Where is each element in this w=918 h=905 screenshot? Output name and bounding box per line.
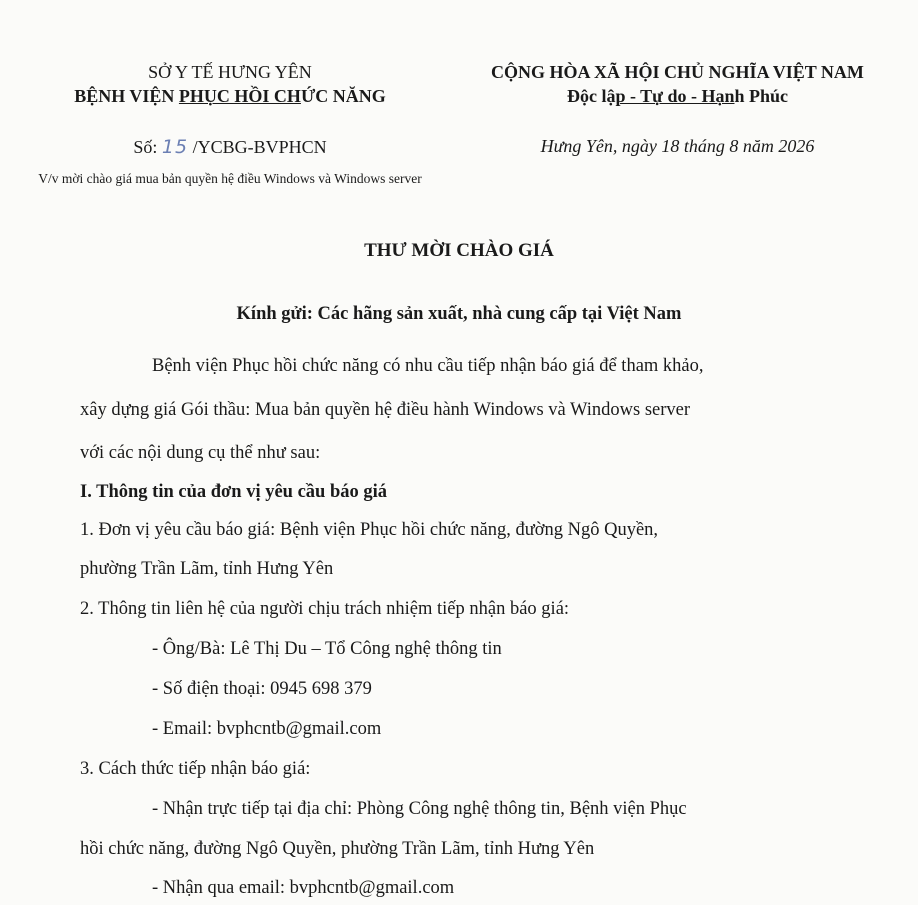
- issuing-organization: [20, 60, 440, 108]
- intro-paragraph-line-3: với các nội dung cụ thể như sau:: [80, 443, 321, 463]
- receive-direct-line-1: - Nhận trực tiếp tại địa chỉ: Phòng Công nghệ thông tin, Bệnh viện Phục: [152, 799, 687, 819]
- section-heading-1: I. Thông tin của đơn vị yêu cầu báo giá: [80, 482, 388, 502]
- intro-paragraph-line-1: Bệnh viện Phục hồi chức năng có nhu cầu tiếp nhận báo giá để tham khảo,: [152, 356, 704, 376]
- place-and-date: Hưng Yên, ngày 18 tháng 8 năm 2026: [540, 136, 815, 156]
- item-3: 3. Cách thức tiếp nhận báo giá:: [80, 759, 311, 779]
- receive-direct-line-2: hồi chức năng, đường Ngô Quyền, phường Trần Lãm, tỉnh Hưng Yên: [80, 839, 595, 859]
- intro-paragraph-line-2: xây dựng giá Gói thầu: Mua bản quyền hệ điều hành Windows và Windows server: [80, 400, 691, 420]
- national-title: [440, 60, 915, 108]
- recipient-line: Kính gửi: Các hãng sản xuất, nhà cung cấp tại Việt Nam: [236, 304, 682, 324]
- contact-name: - Ông/Bà: Lê Thị Du – Tổ Công nghệ thông tin: [152, 639, 502, 659]
- item-2: 2. Thông tin liên hệ của người chịu trách nhiệm tiếp nhận báo giá:: [80, 599, 570, 619]
- document-subject: V/v mời chào giá mua bản quyền hệ điều Windows và Windows server: [38, 171, 422, 186]
- item-1-line-1: 1. Đơn vị yêu cầu báo giá: Bệnh viện Phục hồi chức năng, đường Ngô Quyền,: [80, 520, 659, 540]
- contact-phone: - Số điện thoại: 0945 698 379: [152, 679, 372, 699]
- item-1-line-2: phường Trần Lãm, tỉnh Hưng Yên: [80, 559, 334, 579]
- hospital-name: BỆNH VIỆN PHỤC HỒI CHỨC NĂNG: [74, 86, 386, 106]
- receive-email: - Nhận qua email: bvphcntb@gmail.com: [152, 878, 455, 898]
- parent-agency: SỞ Y TẾ HƯNG YÊN: [148, 62, 312, 82]
- country-name: CỘNG HÒA XÃ HỘI CHỦ NGHĨA VIỆT NAM: [491, 62, 864, 82]
- document-title: THƯ MỜI CHÀO GIÁ: [364, 240, 554, 261]
- national-motto: Độc lập - Tự do - Hạnh Phúc: [566, 86, 789, 106]
- handwritten-number: 15: [161, 136, 189, 158]
- contact-email: - Email: bvphcntb@gmail.com: [152, 719, 382, 739]
- document-number: Số: 15 /YCBG-BVPHCN: [133, 136, 327, 158]
